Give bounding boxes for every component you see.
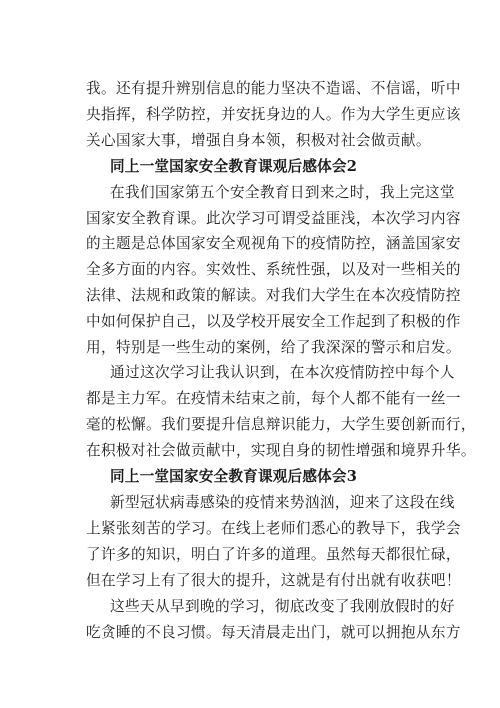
paragraph-line: 都是主力军。在疫情未结束之前，每个人都不能有一丝一 — [86, 390, 461, 407]
paragraph-line: 国家安全教育课。此次学习可谓受益匪浅，本次学习内容 — [86, 210, 461, 227]
paragraph-line: 毫的松懈。我们要提升信息辩识能力，大学生要创新而行， — [86, 416, 476, 433]
paragraph-line: 吃贪睡的不良习惯。每天清晨走出门，就可以拥抱从东方 — [86, 624, 461, 641]
section-heading: 同上一堂国家安全教育课观后感体会3 — [110, 468, 358, 485]
paragraph-line: 的主题是总体国家安全观视角下的疫情防控，涵盖国家安 — [86, 235, 461, 252]
section-heading: 同上一堂国家安全教育课观后感体会2 — [110, 158, 358, 175]
paragraph-line: 央指挥，科学防控，并安抚身边的人。作为大学生更应该 — [86, 106, 461, 123]
paragraph-line: 法律、法规和政策的解读。对我们大学生在本次疫情防控 — [86, 287, 461, 304]
paragraph-line: 中如何保护自己，以及学校开展安全工作起到了积极的作 — [86, 313, 461, 330]
paragraph-line: 了许多的知识，明白了许多的道理。虽然每天都很忙碌， — [86, 546, 461, 563]
paragraph-line: 上紧张刻苦的学习。在线上老师们悉心的教导下，我学会 — [86, 520, 461, 537]
paragraph-line: 全多方面的内容。实效性、系统性强，以及对一些相关的 — [86, 261, 461, 278]
paragraph-line: 新型冠状病毒感染的疫情来势汹汹，迎来了这段在线 — [110, 494, 455, 511]
paragraph-line: 在积极对社会做贡献中，实现自身的韧性增强和境界升华。 — [86, 442, 476, 459]
paragraph-line: 这些天从早到晚的学习，彻底改变了我刚放假时的好 — [110, 598, 455, 615]
paragraph-line: 通过这次学习让我认识到，在本次疫情防控中每个人 — [110, 364, 455, 381]
paragraph-line: 用，特别是一些生动的案例，给了我深深的警示和启发。 — [86, 339, 461, 356]
paragraph-line: 关心国家大事，增强自身本领，积极对社会做贡献。 — [86, 132, 431, 149]
paragraph-line: 在我们国家第五个安全教育日到来之时，我上完这堂 — [110, 184, 455, 201]
paragraph-line: 我。还有提升辨别信息的能力坚决不造谣、不信谣，听中 — [86, 80, 461, 97]
paragraph-line: 但在学习上有了很大的提升，这就是有付出就有收获吧！ — [86, 572, 461, 589]
